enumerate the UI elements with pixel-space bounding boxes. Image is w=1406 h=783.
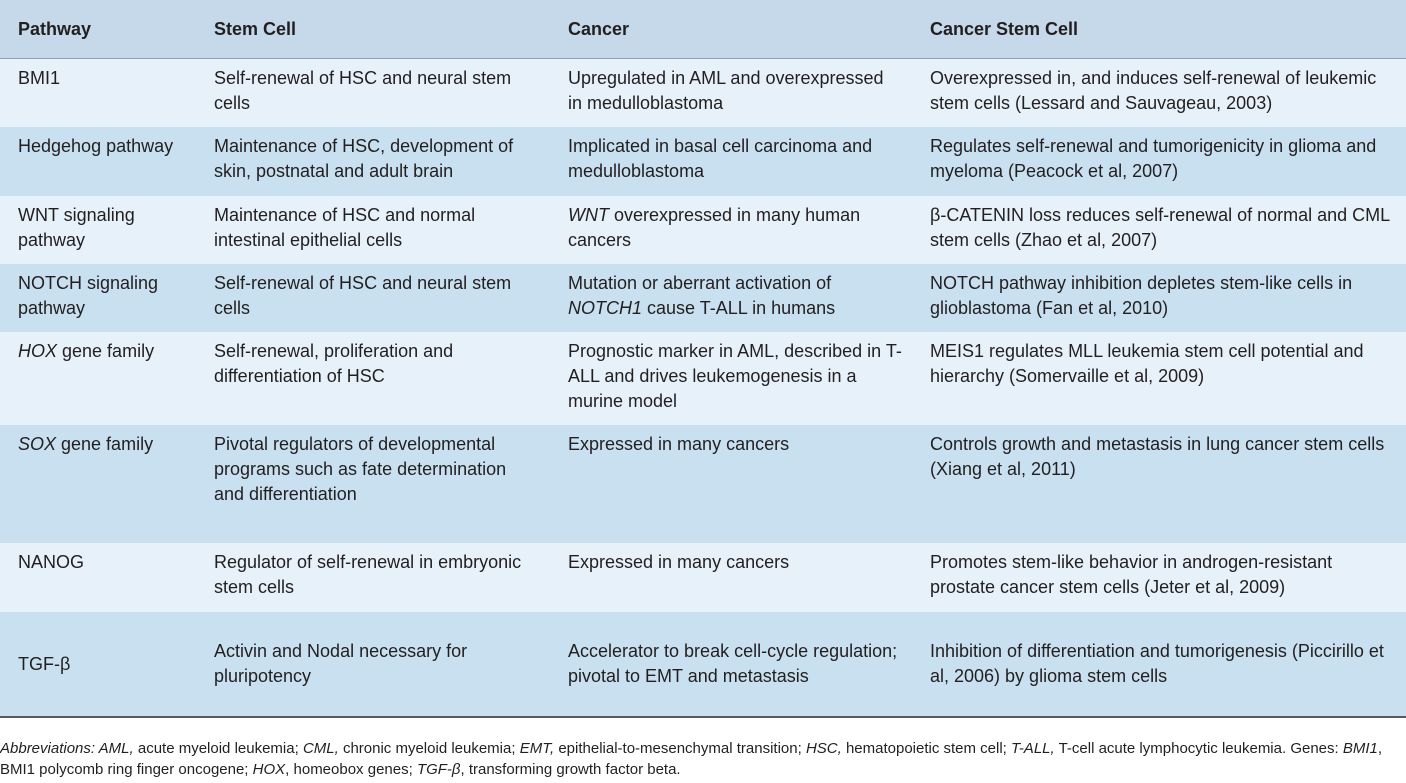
cell-pathway — [0, 612, 196, 717]
table-row — [0, 543, 1406, 612]
cell-pathway — [0, 332, 196, 425]
cell-cancer — [550, 264, 912, 332]
cancer-text: Implicated in basal cell carcinoma and medulloblastoma — [568, 136, 873, 181]
cell-cancer — [550, 196, 912, 264]
cancer-italic: WNT — [568, 205, 609, 225]
cell-cancer-stem-cell: Overexpressed in, and induces self-renewal of leukemic stem cells (Lessard and Sauvageau, 2003) — [912, 59, 1406, 128]
table-row — [0, 332, 1406, 425]
cell-cancer-stem-cell: NOTCH pathway inhibition depletes stem-like cells in glioblastoma (Fan et al, 2010) — [912, 264, 1406, 332]
fn-i: T-ALL, — [1011, 740, 1055, 757]
cell-cancer — [550, 332, 912, 425]
cell-cancer — [550, 425, 912, 543]
fn-o: TGF-β — [416, 761, 461, 778]
cancer-text: Expressed in many cancers — [568, 552, 790, 572]
cell-pathway — [0, 264, 196, 332]
pathway-text: TGF-β — [18, 653, 71, 674]
fn-k: BMI1 — [1342, 740, 1378, 757]
pathway-text: Hedgehog pathway — [18, 136, 174, 156]
cell-cancer-stem-cell: Promotes stem-like behavior in androgen-resistant prostate cancer stem cells (Jeter et al, 2009) — [912, 543, 1406, 612]
cancer-text: cause T-ALL in humans — [642, 298, 836, 318]
cancer-text: Expressed in many cancers — [568, 434, 790, 454]
fn-j: T-cell acute lymphocytic leukemia. Genes: — [1054, 740, 1343, 757]
cell-pathway — [0, 425, 196, 543]
cell-cancer-stem-cell: Regulates self-renewal and tumorigenicity in glioma and myeloma (Peacock et al, 2007) — [912, 127, 1406, 196]
cell-pathway — [0, 59, 196, 128]
cancer-text: Upregulated in AML and overexpressed in medulloblastoma — [568, 68, 884, 113]
cancer-text: overexpressed in many human cancers — [568, 205, 861, 250]
fn-a: Abbreviations: AML, — [0, 740, 134, 757]
pathway-italic: HOX — [18, 341, 58, 361]
cell-pathway — [0, 127, 196, 196]
cancer-pre: Mutation or aberrant activation of — [568, 273, 832, 293]
cell-stem-cell: Regulator of self-renewal in embryonic stem cells — [196, 543, 550, 612]
cell-pathway — [0, 196, 196, 264]
table-header-row — [0, 0, 1406, 59]
fn-c: CML, — [302, 740, 339, 757]
pathway-text: NOTCH signaling pathway — [18, 273, 159, 318]
cancer-text: Prognostic marker in AML, described in T-ALL and drives leukemogenesis in a murine model — [568, 341, 902, 411]
fn-g: HSC, — [805, 740, 842, 757]
cell-cancer — [550, 543, 912, 612]
table-row — [0, 196, 1406, 264]
cell-stem-cell: Pivotal regulators of developmental programs such as fate determination and differentiation — [196, 425, 550, 543]
cell-stem-cell: Self-renewal of HSC and neural stem cells — [196, 264, 550, 332]
table-row — [0, 127, 1406, 196]
table-row — [0, 612, 1406, 717]
header-cancer: Cancer — [550, 0, 912, 59]
cell-cancer-stem-cell: MEIS1 regulates MLL leukemia stem cell potential and hierarchy (Somervaille et al, 2009) — [912, 332, 1406, 425]
fn-f: epithelial-to-mesenchymal transition; — [554, 740, 806, 757]
cell-cancer-stem-cell: Inhibition of differentiation and tumorigenesis (Piccirillo et al, 2006) by glioma stem cells — [912, 612, 1406, 717]
fn-n: , homeobox genes; — [285, 761, 417, 778]
cell-stem-cell: Self-renewal of HSC and neural stem cells — [196, 59, 550, 128]
cell-pathway — [0, 543, 196, 612]
pathway-text: gene family — [57, 341, 155, 361]
cell-cancer — [550, 59, 912, 128]
pathway-text: WNT signaling pathway — [18, 205, 135, 250]
pathway-text: BMI1 — [18, 68, 61, 88]
fn-l: , BMI1 polycomb ring finger oncogene; — [0, 740, 1383, 778]
cancer-italic: NOTCH1 — [568, 298, 643, 318]
table-row — [0, 59, 1406, 128]
fn-p: , transforming growth factor beta. — [460, 761, 681, 778]
fn-d: chronic myeloid leukemia; — [338, 740, 520, 757]
table-row — [0, 425, 1406, 543]
fn-e: EMT, — [519, 740, 555, 757]
table-row — [0, 264, 1406, 332]
cell-stem-cell: Maintenance of HSC, development of skin, postnatal and adult brain — [196, 127, 550, 196]
cell-stem-cell: Maintenance of HSC and normal intestinal epithelial cells — [196, 196, 550, 264]
cell-cancer — [550, 127, 912, 196]
pathway-text: NANOG — [18, 552, 85, 572]
cell-stem-cell: Self-renewal, proliferation and differentiation of HSC — [196, 332, 550, 425]
fn-b: acute myeloid leukemia; — [133, 740, 303, 757]
pathway-italic: SOX — [18, 434, 57, 454]
abbreviations-footnote — [0, 738, 1400, 780]
cell-cancer — [550, 612, 912, 717]
header-stem-cell: Stem Cell — [196, 0, 550, 59]
pathway-text: gene family — [56, 434, 154, 454]
fn-m: HOX — [252, 761, 286, 778]
header-pathway: Pathway — [0, 0, 196, 59]
cell-stem-cell: Activin and Nodal necessary for pluripotency — [196, 612, 550, 717]
header-cancer-stem-cell: Cancer Stem Cell — [912, 0, 1406, 59]
cell-cancer-stem-cell: β-CATENIN loss reduces self-renewal of normal and CML stem cells (Zhao et al, 2007) — [912, 196, 1406, 264]
fn-h: hematopoietic stem cell; — [841, 740, 1012, 757]
cancer-text: Accelerator to break cell-cycle regulation; pivotal to EMT and metastasis — [568, 641, 898, 686]
cell-cancer-stem-cell: Controls growth and metastasis in lung cancer stem cells (Xiang et al, 2011) — [912, 425, 1406, 543]
